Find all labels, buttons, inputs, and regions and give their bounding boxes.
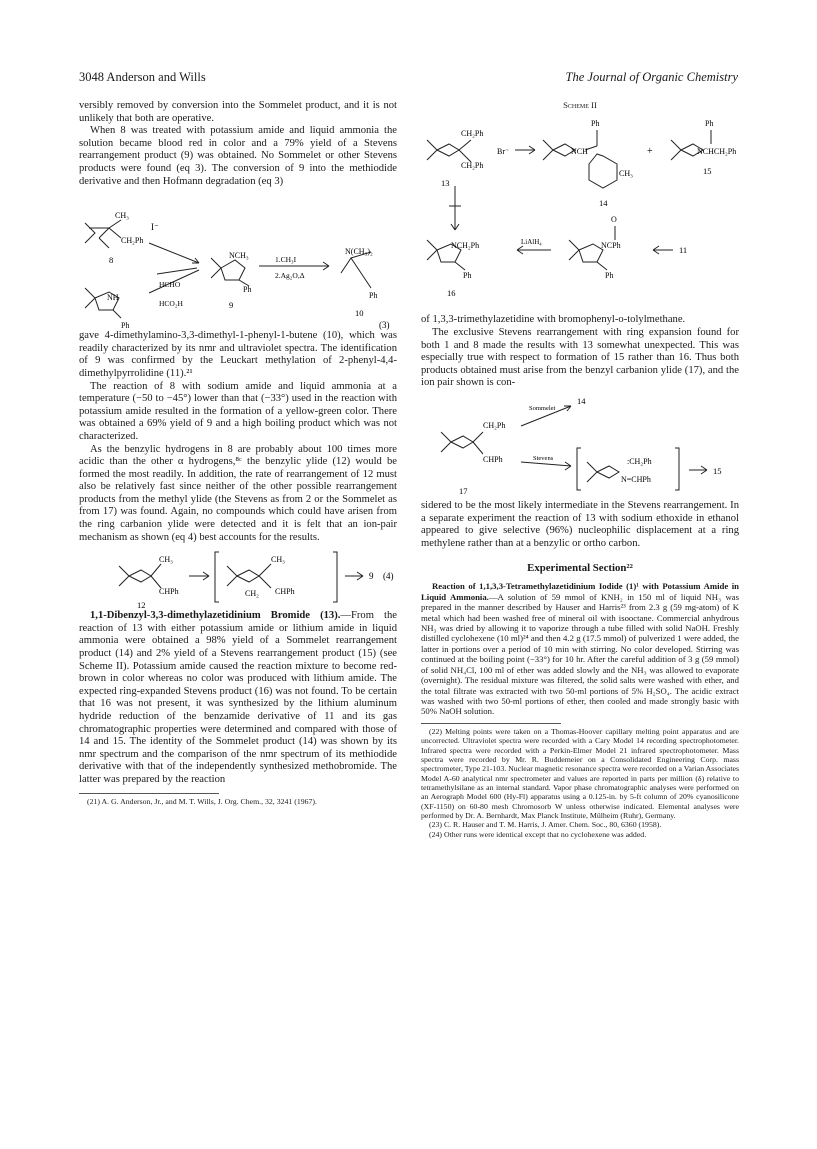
sommelet-label: Sommelet xyxy=(529,405,556,412)
methyl-label: CH₃ xyxy=(115,211,129,221)
step-1-label: 1.CH₃I xyxy=(275,255,297,265)
scheme-2-diagram xyxy=(421,110,739,314)
footnote-24: (24) Other runs were identical except that no cyclohexene was added. xyxy=(429,829,647,839)
carbonyl-o-label: O xyxy=(611,215,617,225)
iodide-label: I⁻ xyxy=(151,222,159,233)
ph-label: Ph xyxy=(463,271,472,281)
ch2ph-label: CH₂Ph xyxy=(483,421,506,430)
paragraph: When 8 was treated with potassium amide and liquid ammonia the solution became blood red in color and a 79% yield of a Stevens rearrangement product (9) was obtained. No Sommelet or other Stevens products were found (eq 3). The conversion of 9 into the methiodide derivative and then Hofmann degradation (eq 3) xyxy=(79,125,397,187)
reagent-hco2h: HCO₂H xyxy=(159,299,183,309)
compound-14-label: 14 xyxy=(599,198,608,209)
scheme-title: Scheme II xyxy=(563,100,597,110)
bromide-label: Br⁻ xyxy=(497,147,510,157)
ylide-17-diagram xyxy=(421,390,739,500)
footnote-23: (23) C. R. Hauser and T. M. Harris, J. Amer. Chem. Soc., 80, 6360 (1958). xyxy=(429,820,662,830)
ph-label: Ph xyxy=(121,321,130,331)
paragraph: As the benzylic hydrogens in 8 are probably about 100 times more acidic than the other α hydrogens,⁸ᶜ the benzylic ylide (12) would be formed the most readily. In addition, the rate of rearrangement of 12 must also be relatively fast since neither of the other possible rearrangement products from the methyl ylide (the Stevens as from 2 or the Sommelet as from 17) was found. Again, no compounds which could have arisen from the ring carbanion ylide were detected and it is felt that an ion-pair mechanism as shown (eq 4) best accounts for the results. xyxy=(79,443,397,543)
paragraph: gave 4-dimethylamino-3,3-dimethyl-1-phenyl-1-butene (10), which was readily characterized by its nmr and ultraviolet spectra. The identification of 9 was confirmed by the Leuckart methylation of 2-phenyl-4,4-dimethylpyrrolidine (11).²¹ xyxy=(79,330,397,379)
compound-12-label: 12 xyxy=(137,600,146,611)
ch3-label: CH₃ xyxy=(619,169,633,179)
footnote-rule xyxy=(421,723,561,724)
compound-9-label: 9 xyxy=(229,300,234,311)
ch2ph-label: CH₂Ph xyxy=(461,161,484,171)
page-header xyxy=(79,70,738,88)
nme2-label: N(CH₃)₂ xyxy=(345,247,373,257)
experiment-text: —A solution of 59 mmol of KNH₂ in 150 ml of liquid NH₃ was prepared in the manner described by Hauser and Harris²³ from 2.3 g (59 mg-atom) of K metal which had been washed free of mineral oil with isooctane. Commercial anhydrous NH₃ was dried by allowing it to vaporize through a tube filled with solid NaOH. Freshly distilled cyclohexene (10 ml)²⁴ and then 4.2 g (17.5 mmol) of pulverized 1 were added, the latter in portions over a period of 10 min with stirring. No color developed. Stirring was continued at the boiling point (−33°) for 10 hr. After the careful addition of 3 g (59 mmol) of solid NH₄Cl, 100 ml of ether was added slowly and the NH₃ was allowed to evaporate (overnight). The residual mixture was filtered, the solid salts were washed with ether, and the total filtrate was extracted with two 50-ml portions of 5% H₂SO₄. The acidic extract was washed with two 50-ml portions of ether, then cooled and made strongly basic with 50% NaOH solution. xyxy=(421,591,739,717)
nch2ph-label: NCH₂Ph xyxy=(451,241,480,251)
paragraph: sidered to be the most likely intermediate in the Stevens rearrangement. In a separate experiment the reaction of 13 with sodium ethoxide in ethanol appeared to give selective (96%) nucleophilic displacement at a ring methylene rather than at a benzylic or ortho carbon. xyxy=(421,500,739,549)
methyl-label: CH₃ xyxy=(271,555,285,565)
step-2-label: 2.Ag₂O,Δ xyxy=(275,271,305,281)
ch2ph-label: CH₂Ph xyxy=(461,129,484,139)
footnote-rule xyxy=(79,793,219,794)
plus-sign: + xyxy=(647,146,653,158)
reagent-hcho: HCHO xyxy=(159,280,181,290)
stevens-label: Stevens xyxy=(533,455,554,462)
left-column xyxy=(79,100,397,806)
ylide-17-figure xyxy=(421,390,739,500)
right-column xyxy=(421,100,739,839)
experiment-heading: Reaction of 1,1,3,3-Tetramethylazetidinium Iodide (1)¹ with Potassium Amide in Liquid Ammonia. xyxy=(421,581,739,602)
compound-8-label: 8 xyxy=(109,255,114,266)
chph-label: CHPh xyxy=(483,455,503,464)
methyl-label: CH₃ xyxy=(159,555,173,565)
paragraph: of 1,3,3-trimethylazetidine with bromophenyl-o-tolylmethane. xyxy=(421,314,686,326)
scheme-2-figure xyxy=(421,110,739,314)
chph-label: CHPh xyxy=(159,587,179,597)
compound-11-label: 11 xyxy=(679,245,688,256)
nch-label: NCH xyxy=(571,147,588,157)
ch2ph-label: :CH₂Ph xyxy=(627,457,652,466)
product-14-label: 14 xyxy=(577,396,586,406)
nch3-label: NCH₃ xyxy=(229,251,249,261)
ph-label: Ph xyxy=(369,291,378,301)
equation-number: (4) xyxy=(383,571,394,582)
ph-label: Ph xyxy=(605,271,614,281)
ph-label: Ph xyxy=(705,119,714,129)
compound-heading: 1,1-Dibenzyl-3,3-dimethylazetidinium Bromide (13). xyxy=(90,610,341,622)
ch2-label: CH₂ xyxy=(245,589,259,599)
equation-number: (3) xyxy=(379,320,390,331)
paragraph xyxy=(79,610,397,786)
experimental-paragraph xyxy=(421,581,739,717)
equation-4-scheme xyxy=(79,544,397,610)
compound-10-label: 10 xyxy=(355,308,364,319)
product-9-label: 9 xyxy=(369,571,374,582)
nchph-label: N=CHPh xyxy=(621,475,651,484)
paragraph: The exclusive Stevens rearrangement with ring expansion found for both 1 and 8 made the results with 13 somewhat unexpected. This was especially true with respect to formation of 15 rather than 16. Thus both products obtained must arise from the benzyl carbanion ylide (17), and the ion pair shown is con- xyxy=(421,327,739,389)
benzyl-label: CH₂Ph xyxy=(121,236,144,246)
footnote-22: (22) Melting points were taken on a Thomas-Hoover capillary melting point apparatus and are uncorrected. Ultraviolet spectra were recorded with a Cary Model 14 recording spectrophotometer. Infrared spectra were recorded with a Perkin-Elmer Model 21 infrared spectrophotometer. Mass spectra were recorded by Mr. R. Buddemeier on a Consolidated Engineering Corp. mass spectrometer, Type 21-103. Nuclear magnetic resonance spectra were recorded on a Varian Associates Model A-60 analytical nmr spectrometer and values are reported in parts per million (δ) relative to tetramethylsilane as an internal standard. Vapor phase chromatographic analyses were performed on an Aerograph Model 600 (Hy-Fl) apparatus using a 0.125-in. by 5-ft column of 20% cyanosilicone (XF-1150) on 60-80 mesh Chromosorb W unless otherwise indicated. Elemental analyses were performed by Dr. A. Bernhardt, Max Planck Institute, Mülheim (Ruhr), Germany. xyxy=(421,726,739,820)
compound-16-label: 16 xyxy=(447,288,456,299)
paragraph: versibly removed by conversion into the Sommelet product, and it is not unlikely that both are operative. xyxy=(79,100,397,124)
footnote-21: (21) A. G. Anderson, Jr., and M. T. Wills, J. Org. Chem., 32, 3241 (1967). xyxy=(87,796,317,806)
journal-title: The Journal of Organic Chemistry xyxy=(565,70,738,84)
section-title: Experimental Section²² xyxy=(527,562,633,575)
paragraph: The reaction of 8 with sodium amide and liquid ammonia at a temperature (−50 to −45°) lower than that (−33°) used in the reaction with potassium amide resulted in the formation of a yellow-green color. There was obtained a 69% yield of 9 and a high boiling product which was not characterized. xyxy=(79,380,397,442)
equation-3-scheme xyxy=(79,188,397,330)
compound-13-label: 13 xyxy=(441,178,450,189)
nh-label: NH xyxy=(107,293,119,303)
ph-label: Ph xyxy=(591,119,600,129)
page-author-header: 3048 Anderson and Wills xyxy=(79,70,206,84)
paragraph-text: —From the reaction of 13 with either potassium amide or lithium amide in liquid ammonia were obtained a 98% yield of a Sommelet rearrangement product (14) and 2% yield of a Stevens rearrangement product (15) (see Scheme II). Potassium amide caused the reaction mixture to become red-brown in color whereas no color was produced with lithium amide. The expected ring-expanded Stevens product (16) was not found. To be certain that 16 was not present, it was synthesized by the lithium aluminum hydride reduction of the benzamide derivative of 11 and its gas chromatographic properties were determined and compared with those of 14 and 15. The identity of the Sommelet product (14) was shown by its nmr spectrum and the comparison of the nmr spectrum of its methiodide derivative with that of the independently synthesized methobromide. The latter was prepared by the reaction xyxy=(79,610,397,785)
compound-15-label: 15 xyxy=(703,166,712,177)
ph-label: Ph xyxy=(243,285,252,295)
compound-17-label: 17 xyxy=(459,486,468,496)
equation-4-figure xyxy=(79,544,397,610)
nchch2ph-label: NCHCH₂Ph xyxy=(697,147,737,157)
lialh4-label: LiAlH₄ xyxy=(521,238,542,247)
equation-3-figure xyxy=(79,188,397,330)
product-15-label: 15 xyxy=(713,466,722,476)
chph-label: CHPh xyxy=(275,587,295,597)
ncph-label: NCPh xyxy=(601,241,621,251)
